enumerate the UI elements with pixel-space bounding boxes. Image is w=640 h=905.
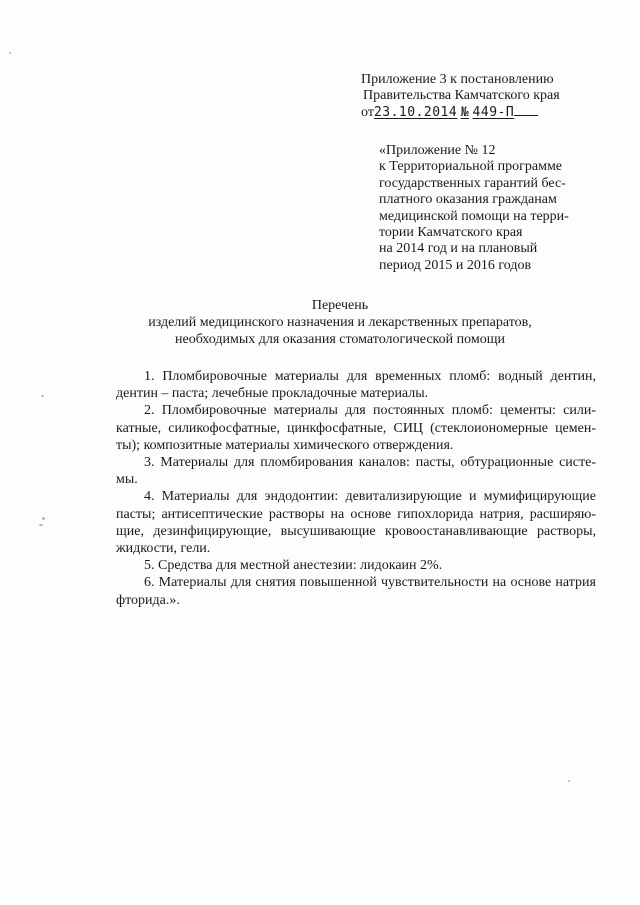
date-prefix: от bbox=[361, 105, 374, 120]
items-list bbox=[88, 368, 596, 609]
document-title bbox=[60, 297, 620, 348]
appendix-line: медицинской помощи на терри- bbox=[379, 208, 569, 224]
number-prefix: № bbox=[460, 105, 470, 120]
item-line: пасты; антисептические растворы на основе гипохлорида натрия, расширяю- bbox=[116, 506, 596, 522]
date-value: 23.10.2014 bbox=[373, 105, 458, 120]
title-line-3: необходимых для оказания стоматологической помощи bbox=[175, 332, 505, 347]
header-line-2: Правительства Камчатского края bbox=[363, 88, 560, 103]
number-value: 449-П bbox=[472, 105, 515, 120]
item-line: 6. Материалы для снятия повышенной чувствительности на основе натрия bbox=[144, 575, 596, 591]
appendix-line: «Приложение № 12 bbox=[379, 143, 496, 158]
appendix-line: тории Камчатского края bbox=[379, 225, 523, 241]
list-item bbox=[88, 557, 596, 574]
header-line-1: Приложение 3 к постановлению bbox=[361, 72, 554, 87]
item-line: катные, силикофосфатные, цинкфосфатные, СИЦ (стеклоиономерные цемен- bbox=[116, 420, 596, 436]
item-line: мы. bbox=[116, 472, 138, 488]
appendix-line: к Территориальной программе bbox=[379, 159, 563, 175]
item-line: 1. Пломбировочные материалы для временных пломб: водный дентин, bbox=[144, 369, 596, 384]
list-item bbox=[88, 402, 596, 454]
item-line: 3. Материалы для пломбирования каналов: пасты, обтурационные систе- bbox=[144, 455, 596, 471]
item-line: 2. Пломбировочные материалы для постоянных пломб: цементы: сили- bbox=[144, 403, 596, 419]
item-line: 5. Средства для местной анестезии: лидокаин 2%. bbox=[144, 558, 443, 574]
resolution-header bbox=[361, 72, 601, 121]
scan-artifact bbox=[41, 395, 44, 397]
item-line: дентин – паста; лечебные прокладочные материалы. bbox=[116, 386, 429, 402]
item-line: жидкости, гели. bbox=[116, 541, 211, 557]
underline-fill bbox=[514, 104, 538, 116]
item-line: щие, дезинфицирующие, высушивающие кровоостанавливающие растворы, bbox=[116, 523, 596, 539]
title-line-1: Перечень bbox=[311, 298, 369, 313]
appendix-line: на 2014 год и на плановый bbox=[379, 241, 538, 257]
list-item bbox=[88, 488, 596, 557]
scan-artifact bbox=[42, 517, 45, 520]
scan-artifact bbox=[9, 52, 11, 54]
list-item bbox=[88, 574, 596, 608]
item-line: 4. Материалы для эндодонтии: девитализирующие и мумифицирующие bbox=[144, 489, 596, 505]
appendix-line: государственных гарантий бес- bbox=[379, 175, 566, 191]
scan-artifact bbox=[568, 780, 570, 782]
item-line: ты); композитные материалы химического отверждения. bbox=[116, 437, 454, 453]
title-line-2: изделий медицинского назначения и лекарственных препаратов, bbox=[148, 315, 532, 330]
list-item bbox=[88, 454, 596, 488]
header-date-line bbox=[361, 104, 601, 121]
scan-artifact bbox=[39, 524, 43, 526]
item-line: фторида.». bbox=[116, 592, 180, 608]
appendix-line: период 2015 и 2016 годов bbox=[379, 257, 532, 273]
appendix-block bbox=[379, 143, 609, 274]
appendix-line: платного оказания гражданам bbox=[379, 192, 557, 208]
list-item bbox=[88, 368, 596, 402]
